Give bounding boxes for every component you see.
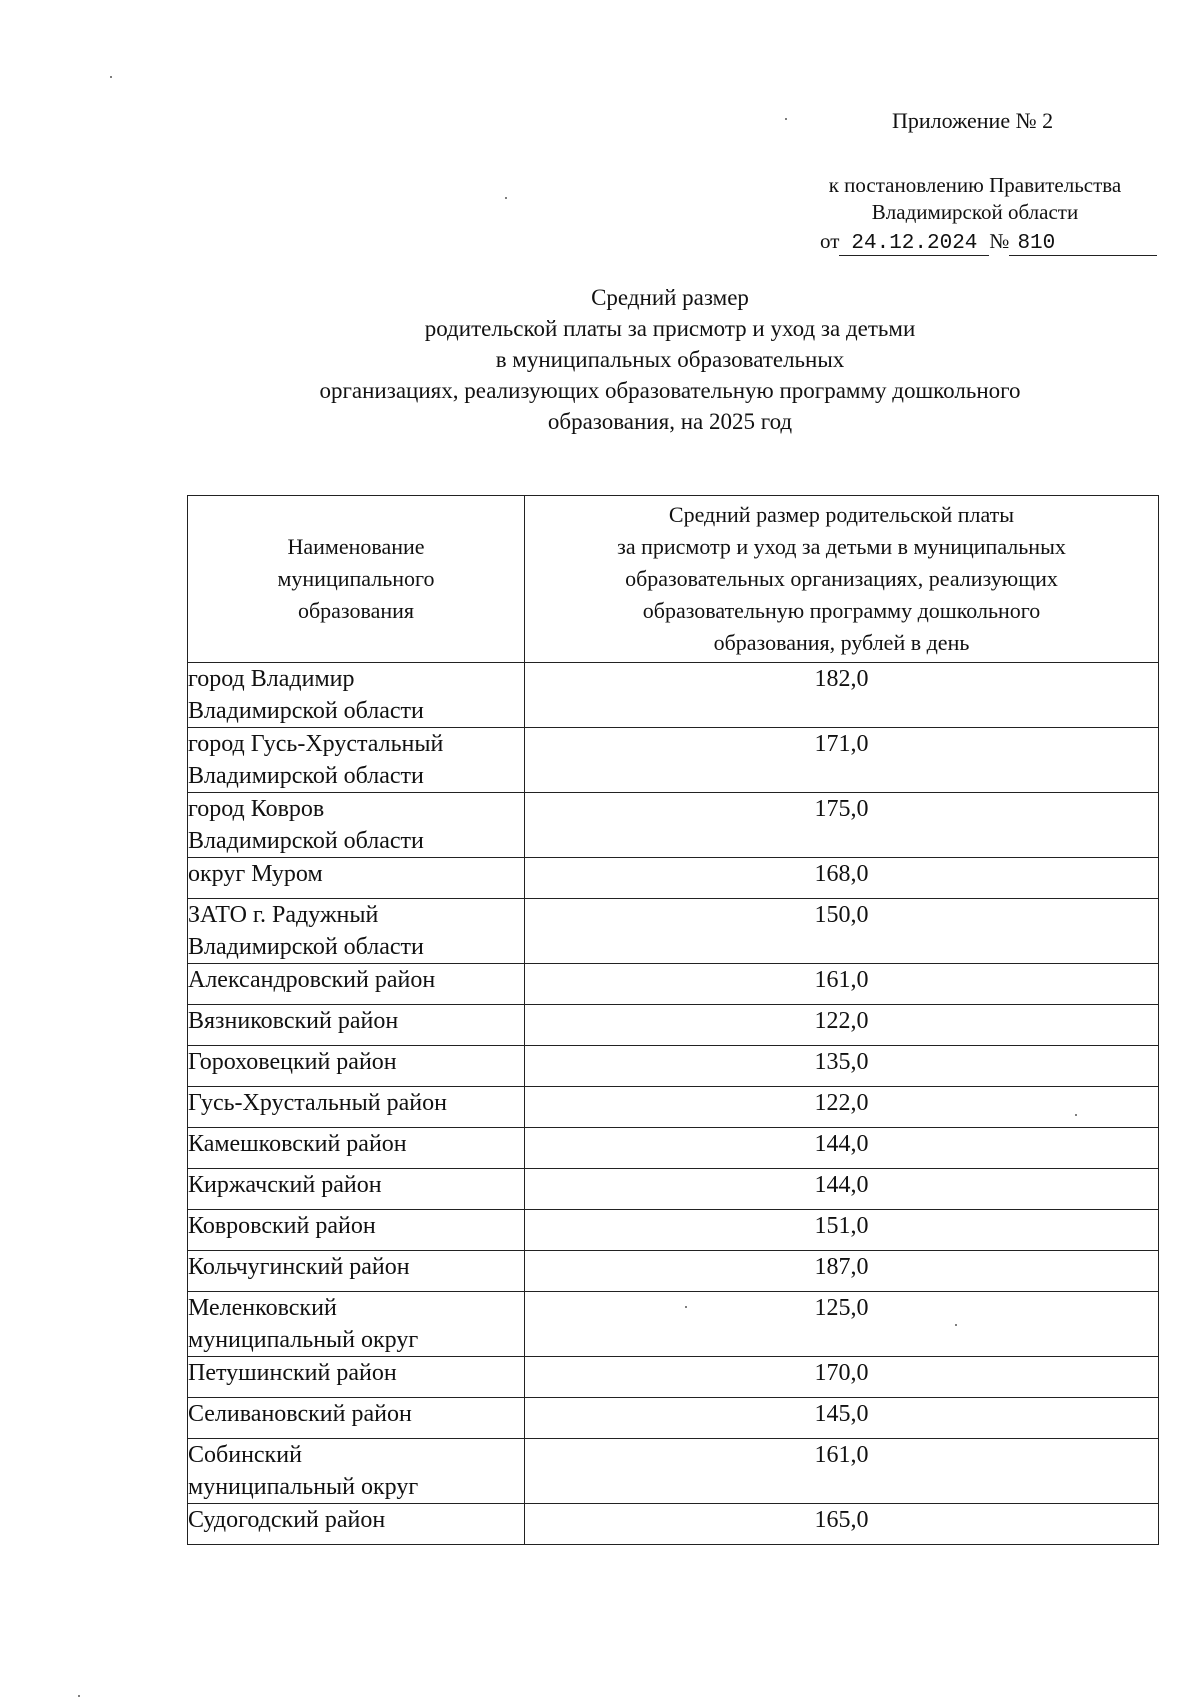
name-line: Селивановский район (188, 1401, 412, 1427)
table-row (188, 1169, 1159, 1210)
fee-value: 144,0 (525, 1169, 1159, 1210)
name-line: Владимирской области (188, 934, 424, 960)
title-line: родительской платы за присмотр и уход за детьми (424, 316, 916, 341)
name-line: Вязниковский район (188, 1008, 399, 1034)
name-line: Петушинский район (188, 1360, 397, 1386)
name-line: Гороховецкий район (188, 1049, 397, 1075)
name-line: Ковровский район (188, 1213, 376, 1239)
municipality-name (188, 728, 525, 793)
fee-value: 170,0 (525, 1357, 1159, 1398)
municipality-name (188, 1087, 525, 1128)
fee-table (187, 495, 1159, 1545)
table-row (188, 1398, 1159, 1439)
name-line: Собинский (188, 1442, 302, 1468)
header-line: за присмотр и уход за детьми в муниципальных (617, 534, 1066, 559)
municipality-name (188, 1439, 525, 1504)
table-row (188, 663, 1159, 728)
header-line: образовательную программу дошкольного (642, 598, 1041, 623)
fee-value: 135,0 (525, 1046, 1159, 1087)
municipality-name (188, 1169, 525, 1210)
table-row (188, 1292, 1159, 1357)
table-row (188, 1439, 1159, 1504)
name-line: Владимирской области (188, 698, 424, 724)
fee-value: 151,0 (525, 1210, 1159, 1251)
table-row (188, 1005, 1159, 1046)
fee-value: 187,0 (525, 1251, 1159, 1292)
decree-number: 810 (1009, 233, 1157, 256)
fee-value: 161,0 (525, 964, 1159, 1005)
name-line: Александровский район (188, 967, 436, 993)
name-line: город Ковров (188, 796, 325, 822)
fee-value: 165,0 (525, 1504, 1159, 1545)
scan-speck (1075, 1114, 1077, 1116)
scan-speck (785, 118, 787, 120)
col-header-fee (525, 496, 1159, 663)
name-line: муниципальный округ (188, 1474, 419, 1500)
title-line: в муниципальных образовательных (495, 347, 845, 372)
municipality-name (188, 1251, 525, 1292)
name-line: город Гусь-Хрустальный (188, 731, 444, 757)
table-row (188, 1504, 1159, 1545)
municipality-name (188, 1005, 525, 1046)
scan-speck (955, 1324, 957, 1326)
header-line: Средний размер родительской платы (668, 502, 1015, 527)
municipality-name (188, 1128, 525, 1169)
municipality-name (188, 1398, 525, 1439)
municipality-name (188, 1292, 525, 1357)
name-line: Гусь-Хрустальный район (188, 1090, 447, 1116)
scan-speck (78, 1695, 80, 1697)
fee-value: 168,0 (525, 858, 1159, 899)
table-row (188, 1251, 1159, 1292)
fee-value: 122,0 (525, 1087, 1159, 1128)
decree-date-number (820, 228, 1150, 256)
header-line: Наименование (287, 534, 425, 559)
header-line: образовательных организациях, реализующих (625, 566, 1058, 591)
name-line: Камешковский район (188, 1131, 407, 1157)
table-row (188, 1087, 1159, 1128)
decree-line: Владимирской области (871, 200, 1079, 224)
date-prefix: от (820, 229, 840, 253)
fee-value: 125,0 (525, 1292, 1159, 1357)
municipality-name (188, 1046, 525, 1087)
municipality-name (188, 858, 525, 899)
title-line: организациях, реализующих образовательную программу дошкольного (319, 378, 1021, 403)
table-row (188, 1128, 1159, 1169)
decree-reference (800, 172, 1150, 255)
table-header-row (188, 496, 1159, 663)
municipality-name (188, 1357, 525, 1398)
name-line: Владимирской области (188, 828, 424, 854)
name-line: город Владимир (188, 666, 355, 692)
table-row (188, 1357, 1159, 1398)
decree-date: 24.12.2024 (839, 233, 989, 256)
name-line: Владимирской области (188, 763, 424, 789)
municipality-name (188, 793, 525, 858)
name-line: ЗАТО г. Радужный (188, 902, 379, 928)
document-title (220, 282, 1120, 437)
table-row (188, 858, 1159, 899)
fee-value: 182,0 (525, 663, 1159, 728)
col-header-municipality (188, 496, 525, 663)
title-line: Средний размер (591, 285, 749, 310)
table-row (188, 899, 1159, 964)
fee-value: 161,0 (525, 1439, 1159, 1504)
scan-speck (505, 197, 507, 199)
fee-value: 122,0 (525, 1005, 1159, 1046)
municipality-name (188, 1210, 525, 1251)
table-row (188, 728, 1159, 793)
name-line: Кольчугинский район (188, 1254, 410, 1280)
municipality-name (188, 964, 525, 1005)
header-line: образования, рублей в день (713, 630, 970, 655)
fee-value: 171,0 (525, 728, 1159, 793)
table-row (188, 793, 1159, 858)
fee-value: 144,0 (525, 1128, 1159, 1169)
name-line: Меленковский (188, 1295, 337, 1321)
number-prefix: № (989, 229, 1010, 253)
name-line: Киржачский район (188, 1172, 382, 1198)
decree-line: к постановлению Правительства (828, 173, 1122, 197)
municipality-name (188, 899, 525, 964)
name-line: Судогодский район (188, 1507, 386, 1533)
table-row (188, 1210, 1159, 1251)
municipality-name (188, 663, 525, 728)
attachment-label: Приложение № 2 (892, 108, 1054, 133)
fee-value: 145,0 (525, 1398, 1159, 1439)
scan-speck (685, 1306, 687, 1308)
name-line: округ Муром (188, 861, 323, 887)
title-line: образования, на 2025 год (547, 409, 793, 434)
municipality-name (188, 1504, 525, 1545)
table-row (188, 1046, 1159, 1087)
name-line: муниципальный округ (188, 1327, 419, 1353)
fee-value: 150,0 (525, 899, 1159, 964)
fee-value: 175,0 (525, 793, 1159, 858)
header-line: муниципального (277, 566, 435, 591)
header-line: образования (297, 598, 415, 623)
table-row (188, 964, 1159, 1005)
scan-speck (110, 76, 112, 78)
